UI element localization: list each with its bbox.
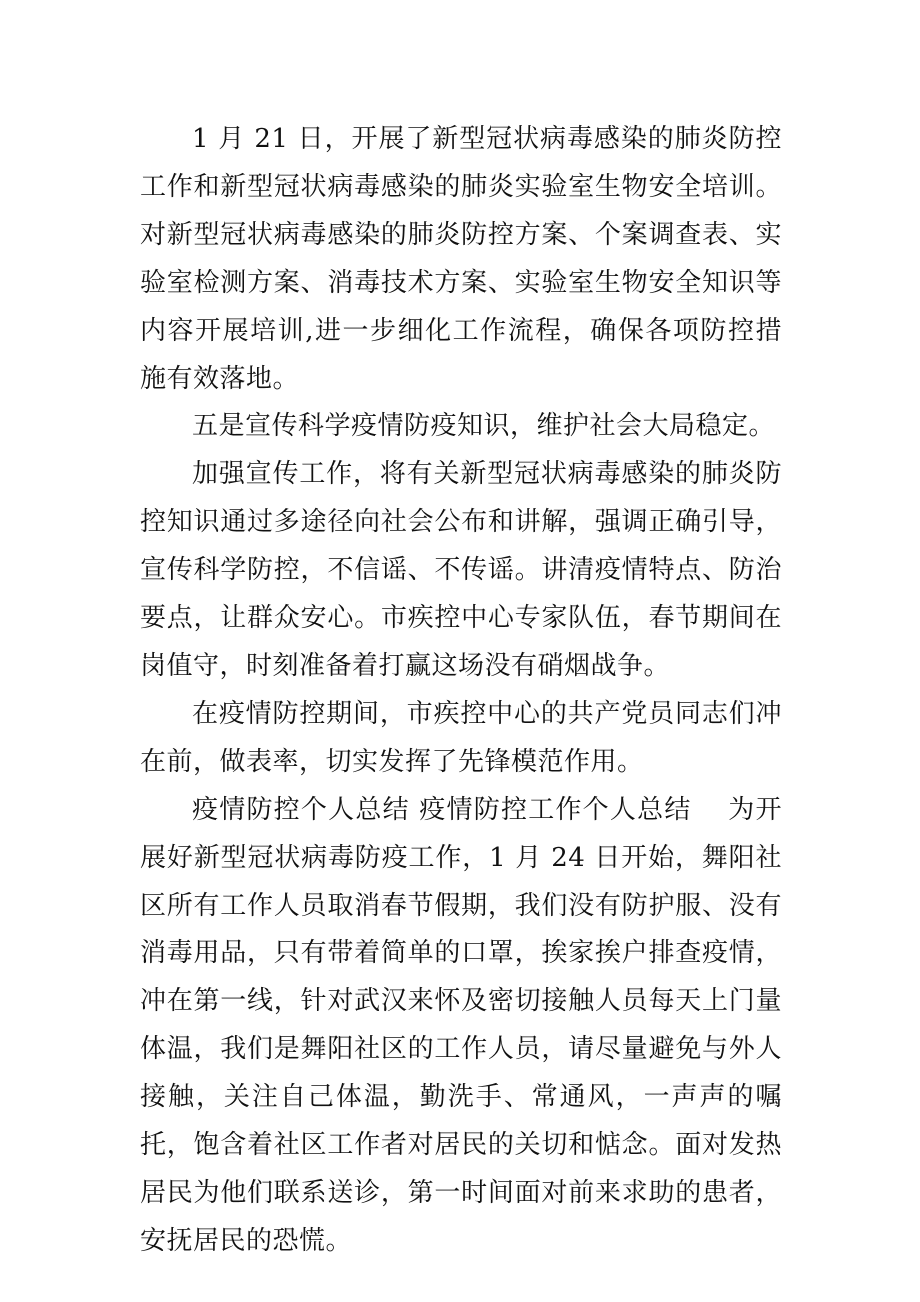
paragraph-personal-summary: 疫情防控个人总结 疫情防控工作个人总结 为开展好新型冠状病毒防疫工作，1 月 24 日开始，舞阳社区所有工作人员取消春节假期，我们没有防护服、没有消毒用品，只有带着简单的口罩，挨家挨户排查疫情，冲在第一线，针对武汉来怀及密切接触人员每天上门量体温，我们是舞阳社区的工作人员，请尽量避免与外人接触，关注自己体温，勤洗手、常通风，一声声的嘱托，饱含着社区工作者对居民的关切和惦念。面对发热居民为他们联系送诊，第一时间面对前来求助的患者，安抚居民的恐慌。 (140, 794, 782, 1256)
document-body (140, 116, 782, 1266)
paragraph-publicity: 加强宣传工作，将有关新型冠状病毒感染的肺炎防控知识通过多途径向社会公布和讲解，强调正确引导，宣传科学防控，不信谣、不传谣。讲清疫情特点、防治要点，让群众安心。市疾控中心专家队伍，春节期间在岗值守，时刻准备着打赢这场没有硝烟战争。 (140, 459, 782, 681)
paragraph-publicity-heading: 五是宣传科学疫情防疫知识，维护社会大局稳定。 (192, 411, 776, 442)
paragraph-party-members: 在疫情防控期间，市疾控中心的共产党员同志们冲在前，做表率，切实发挥了先锋模范作用。 (140, 698, 782, 777)
paragraph-training: 1 月 21 日，开展了新型冠状病毒感染的肺炎防控工作和新型冠状病毒感染的肺炎实验室生物安全培训。对新型冠状病毒感染的肺炎防控方案、个案调查表、实验室检测方案、消毒技术方案、实验室生物安全知识等内容开展培训,进一步细化工作流程，确保各项防控措施有效落地。 (140, 124, 782, 394)
